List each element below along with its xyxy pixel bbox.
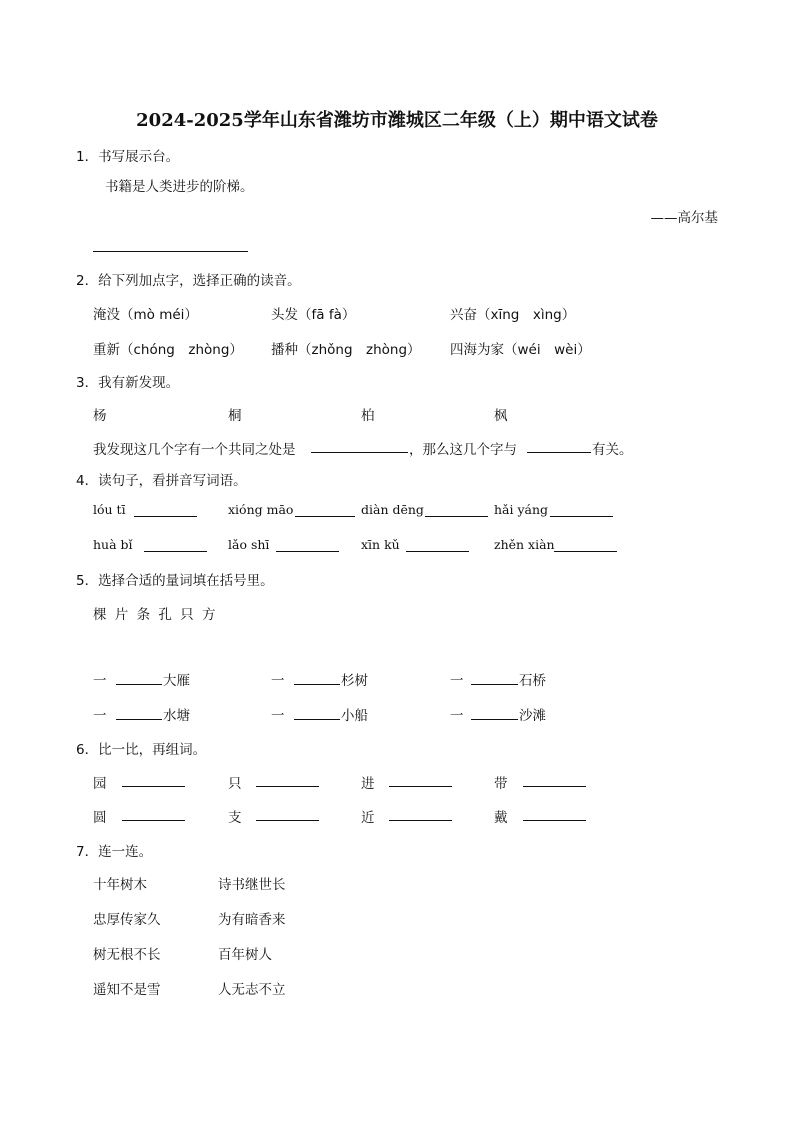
answer-blank[interactable] — [256, 786, 319, 787]
answer-blank[interactable] — [144, 551, 207, 552]
answer-blank[interactable] — [471, 719, 518, 720]
question-6-heading: 6．比一比，再组词。 — [76, 742, 207, 758]
match-left-item[interactable]: 十年树木 — [93, 877, 147, 893]
pinyin-label: diàn dēng — [361, 502, 424, 517]
prefix-yi: 一 — [93, 673, 107, 689]
answer-blank[interactable] — [122, 786, 185, 787]
compare-char: 只 — [228, 776, 242, 792]
page-title: 2024-2025学年山东省潍坊市潍城区二年级（上）期中语文试卷 — [136, 110, 658, 131]
noun-item: 小船 — [341, 708, 368, 724]
match-right-item[interactable]: 百年树人 — [218, 947, 272, 963]
question-3-heading: 3．我有新发现。 — [76, 375, 180, 391]
answer-blank[interactable] — [122, 820, 185, 821]
answer-blank[interactable] — [134, 516, 197, 517]
answer-blank[interactable] — [294, 684, 340, 685]
compare-char: 带 — [494, 776, 508, 792]
prefix-yi: 一 — [271, 708, 285, 724]
answer-blank[interactable] — [389, 820, 452, 821]
answer-blank[interactable] — [116, 719, 162, 720]
answer-blank[interactable] — [406, 551, 469, 552]
pinyin-label: lǎo shī — [228, 537, 270, 552]
writing-line[interactable] — [93, 251, 248, 252]
match-left-item[interactable]: 忠厚传家久 — [93, 912, 161, 928]
question-5-heading: 5．选择合适的量词填在括号里。 — [76, 573, 274, 589]
prefix-yi: 一 — [93, 708, 107, 724]
compare-char: 支 — [228, 810, 242, 826]
prefix-yi: 一 — [271, 673, 285, 689]
match-left-item[interactable]: 遥知不是雪 — [93, 982, 161, 998]
char-item: 桐 — [228, 408, 242, 424]
discovery-sentence-b: ，那么这几个字与 — [409, 442, 517, 458]
compare-char: 戴 — [494, 810, 508, 826]
answer-blank[interactable] — [471, 684, 518, 685]
match-right-item[interactable]: 人无志不立 — [218, 982, 286, 998]
answer-blank[interactable] — [527, 452, 591, 453]
compare-char: 圆 — [93, 810, 107, 826]
answer-blank[interactable] — [276, 551, 339, 552]
discovery-sentence-c: 有关。 — [592, 442, 633, 458]
discovery-sentence-a: 我发现这几个字有一个共同之处是 — [93, 442, 296, 458]
reading-option: 淹没（mò méi） — [93, 307, 198, 323]
compare-char: 园 — [93, 776, 107, 792]
question-7-heading: 7．连一连。 — [76, 844, 153, 860]
reading-option: 头发（fā fà） — [271, 307, 356, 323]
reading-option: 兴奋（xīng xìng） — [450, 307, 576, 323]
answer-blank[interactable] — [425, 516, 488, 517]
noun-item: 水塘 — [163, 708, 190, 724]
pinyin-label: zhěn xiàn — [494, 537, 555, 552]
reading-option: 重新（chóng zhòng） — [93, 342, 243, 358]
char-item: 杨 — [93, 408, 107, 424]
answer-blank[interactable] — [294, 719, 340, 720]
pinyin-label: lóu tī — [93, 502, 126, 517]
answer-blank[interactable] — [256, 820, 319, 821]
noun-item: 沙滩 — [519, 708, 546, 724]
answer-blank[interactable] — [295, 516, 355, 517]
match-left-item[interactable]: 树无根不长 — [93, 947, 161, 963]
question-1-heading: 1．书写展示台。 — [76, 149, 180, 165]
char-item: 柏 — [361, 408, 375, 424]
quote-author: ——高尔基 — [650, 210, 718, 226]
answer-blank[interactable] — [389, 786, 452, 787]
answer-blank[interactable] — [523, 786, 586, 787]
prefix-yi: 一 — [450, 673, 464, 689]
char-item: 枫 — [494, 408, 508, 424]
pinyin-label: huà bǐ — [93, 537, 133, 552]
answer-blank[interactable] — [554, 551, 617, 552]
answer-blank[interactable] — [116, 684, 162, 685]
compare-char: 进 — [361, 776, 375, 792]
question-2-heading: 2．给下列加点字，选择正确的读音。 — [76, 273, 301, 289]
noun-item: 石桥 — [519, 673, 546, 689]
noun-item: 大雁 — [163, 673, 190, 689]
pinyin-label: xióng māo — [228, 502, 294, 517]
answer-blank[interactable] — [523, 820, 586, 821]
answer-blank[interactable] — [311, 452, 408, 453]
pinyin-label: hǎi yáng — [494, 502, 549, 517]
prefix-yi: 一 — [450, 708, 464, 724]
reading-option: 播种（zhǒng zhòng） — [271, 342, 421, 358]
noun-item: 杉树 — [341, 673, 368, 689]
reading-option: 四海为家（wéi wèi） — [450, 342, 591, 358]
match-right-item[interactable]: 为有暗香来 — [218, 912, 286, 928]
pinyin-label: xīn kǔ — [361, 537, 400, 552]
answer-blank[interactable] — [550, 516, 613, 517]
compare-char: 近 — [361, 810, 375, 826]
quote-text: 书籍是人类进步的阶梯。 — [105, 179, 254, 195]
match-right-item[interactable]: 诗书继世长 — [218, 877, 286, 893]
question-4-heading: 4．读句子，看拼音写词语。 — [76, 473, 247, 489]
measure-word-options: 棵 片 条 孔 只 方 — [93, 607, 218, 623]
